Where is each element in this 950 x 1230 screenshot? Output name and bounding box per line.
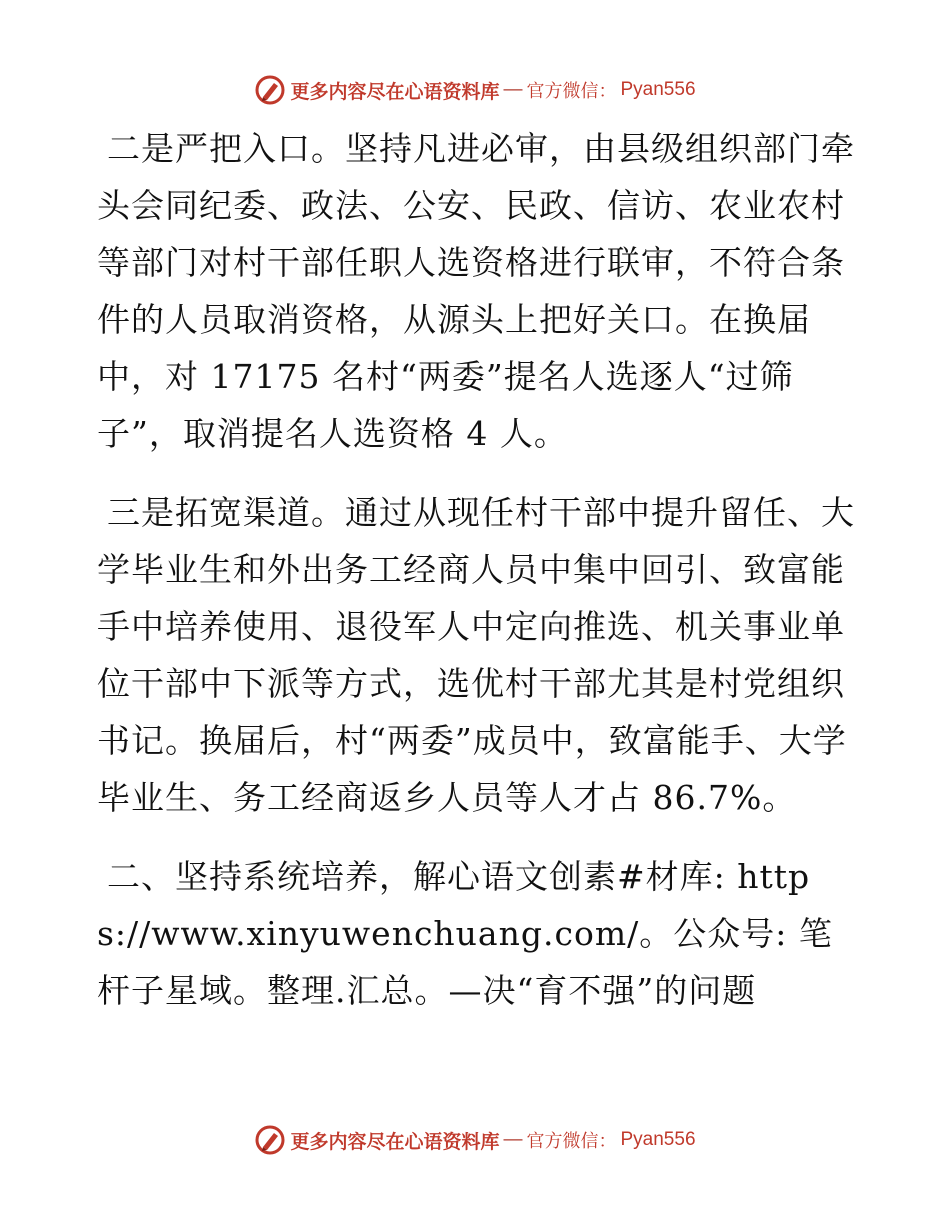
watermark-site-text: 更多内容尽在心语资料库 <box>290 1130 500 1153</box>
watermark-brand <box>254 1124 695 1156</box>
watermark-wechat-id: Pyan556 <box>620 1129 696 1150</box>
watermark-brand <box>254 74 695 106</box>
document-body <box>97 120 857 1041</box>
watermark-wechat-label: 官方微信： <box>526 1131 617 1152</box>
paragraph-broaden-channels: 三是拓宽渠道。通过从现任村干部中提升留任、大学毕业生和外出务工经商人员中集中回引、致富能手中培养使用、退役军人中定向推选、机关事业单位干部中下派等方式，选优村干部尤其是村党组织书记。换届后，村“两委”成员中，致富能手、大学毕业生、务工经商返乡人员等人才占 86.7%。 <box>97 493 855 817</box>
paragraph-strict-entry: 二是严把入口。坚持凡进必审，由县级组织部门牵头会同纪委、政法、公安、民政、信访、农业农村等部门对村干部任职人选资格进行联审，不符合条件的人员取消资格，从源头上把好关口。在换届中，对 17175 名村“两委”提名人选逐人“过筛子”，取消提名人选资格 4 人。 <box>97 129 855 453</box>
pen-logo-icon <box>254 74 286 106</box>
watermark-separator: — <box>503 1129 523 1150</box>
watermark-wechat-id: Pyan556 <box>620 79 696 100</box>
page-header-watermark <box>0 72 950 108</box>
page-footer-watermark <box>0 1122 950 1158</box>
watermark-site-text: 更多内容尽在心语资料库 <box>290 80 500 103</box>
pen-logo-icon <box>254 1124 286 1156</box>
watermark-separator: — <box>503 79 523 100</box>
paragraph-system-training: 二、坚持系统培养，解心语文创素#材库: https://www.xinyuwenchuang.com/。公众号: 笔杆子星域。整理.汇总。—决“育不强”的问题 <box>97 857 833 1010</box>
watermark-wechat-label: 官方微信： <box>526 81 617 102</box>
